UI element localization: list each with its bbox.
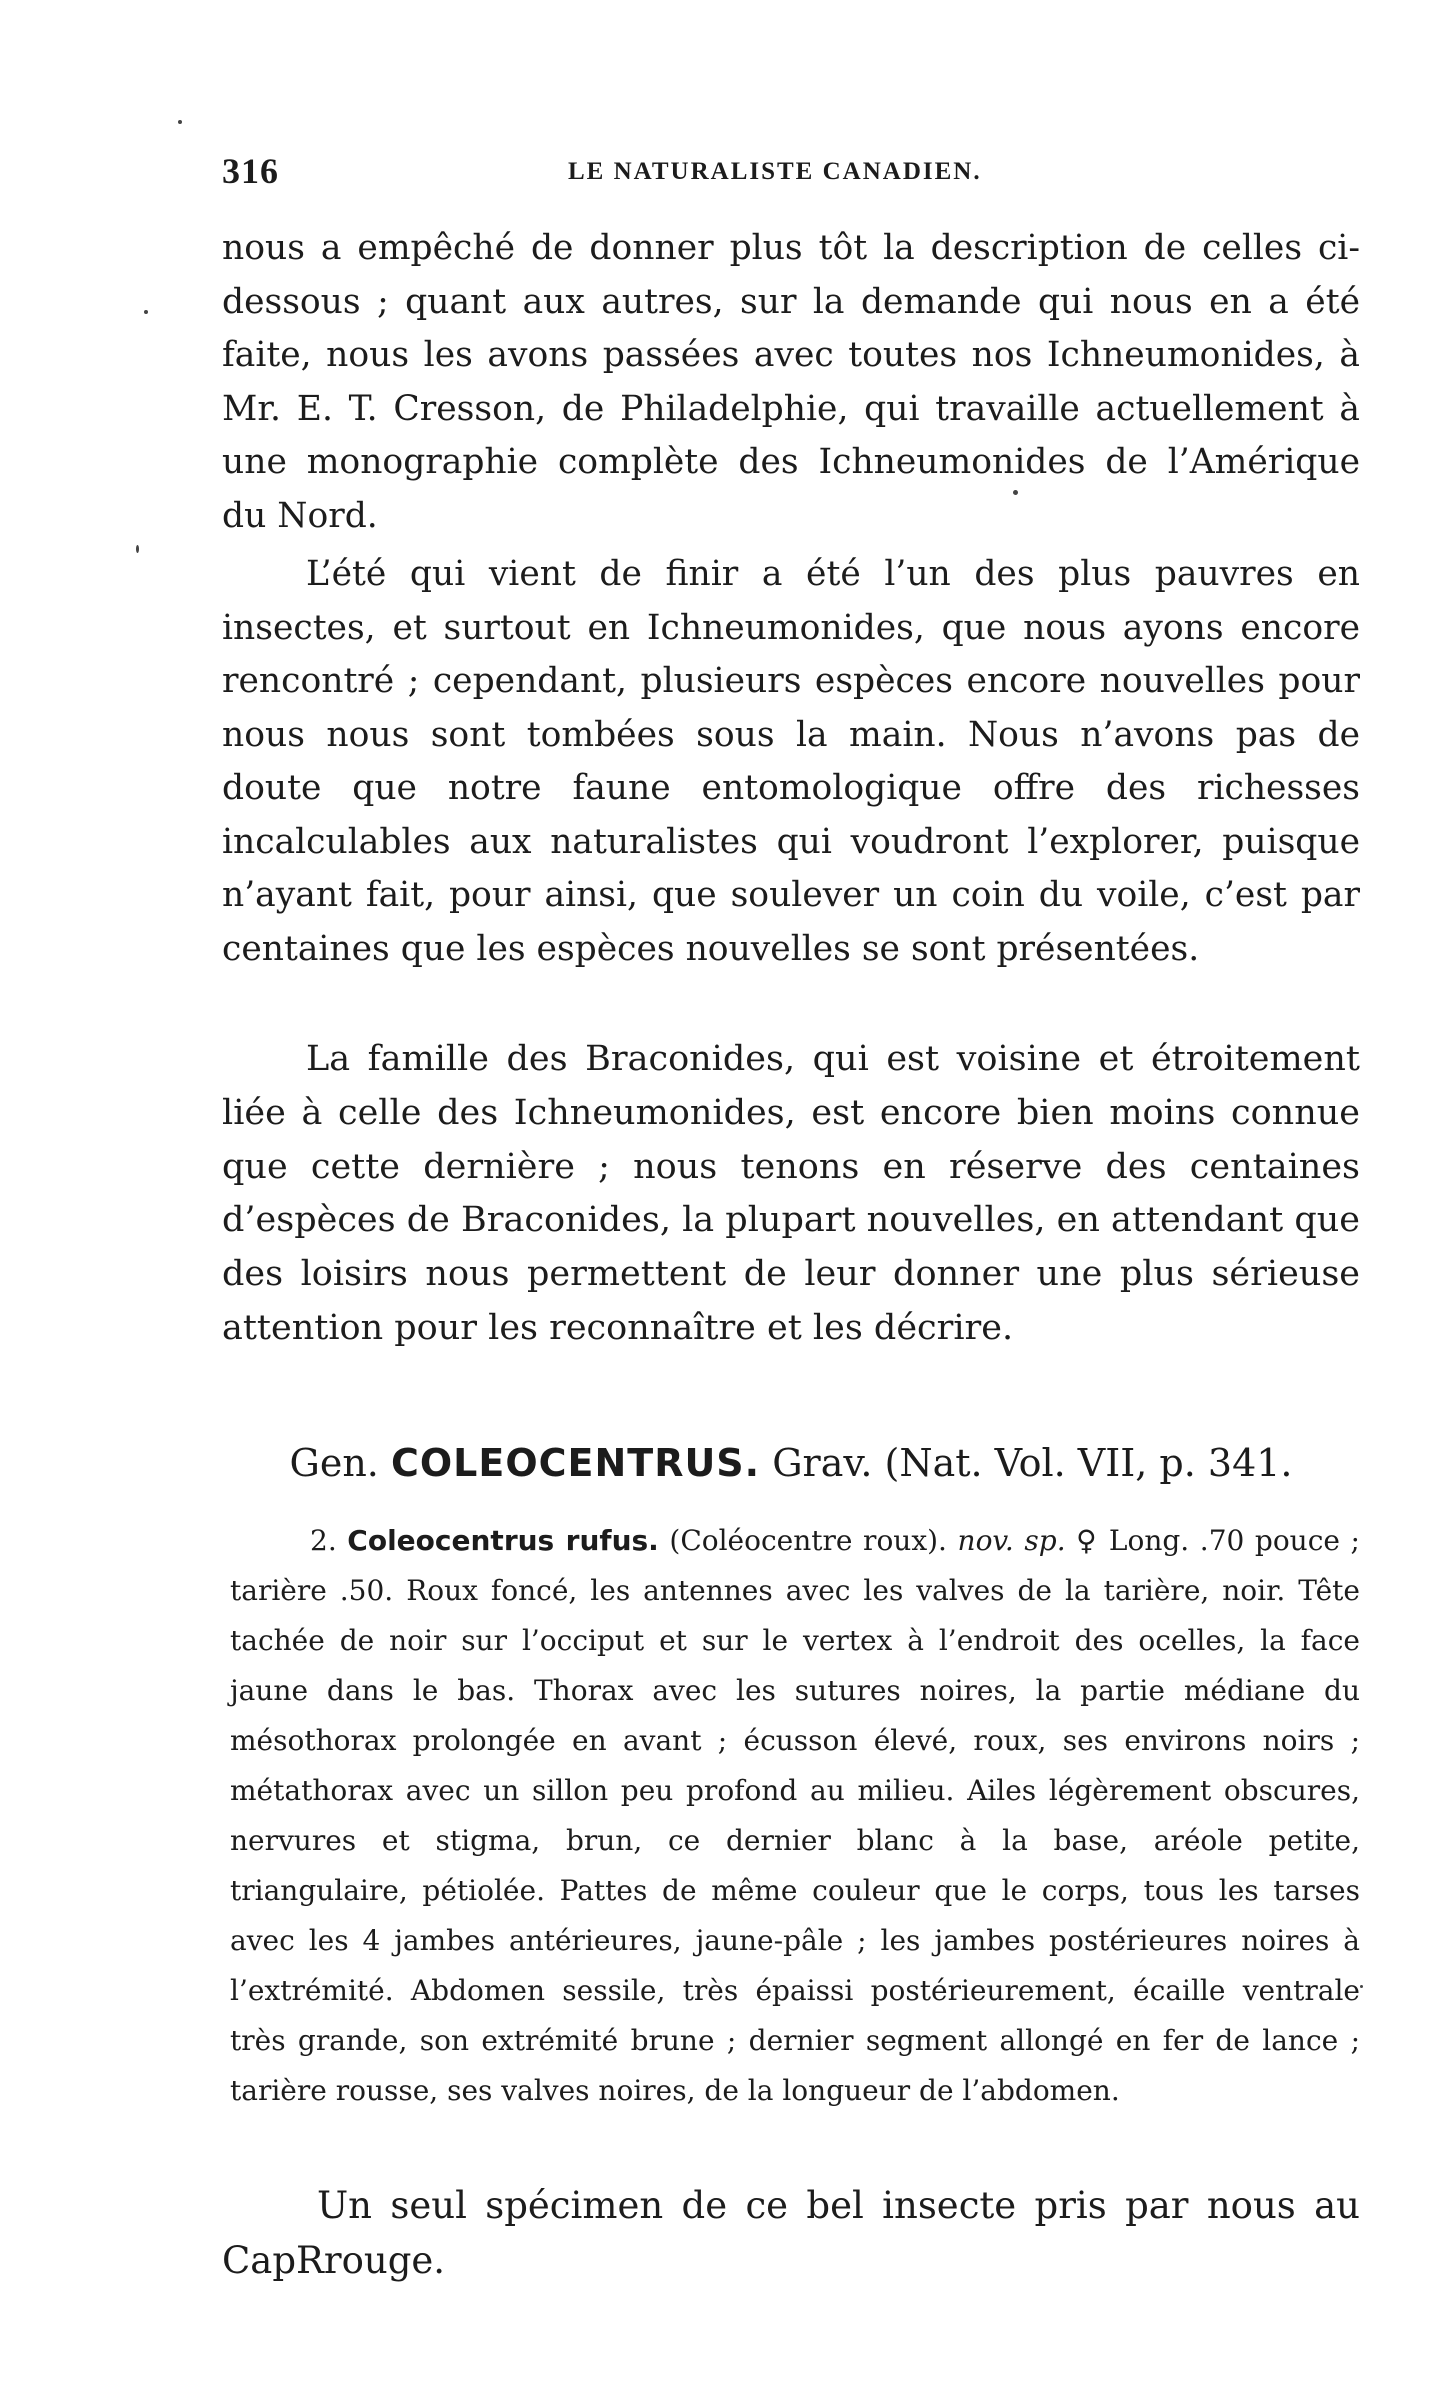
print-speck: [144, 310, 148, 314]
print-speck: [178, 120, 182, 124]
species-common-name: (Coléocentre roux).: [658, 1524, 958, 1557]
species-description: [230, 1516, 1360, 2116]
species-description-text: Roux foncé, les antennes avec les valves de la tarière, noir. Tête tachée de noir sur l’occiput et sur le vertex à l’endroit des ocelles, la face jaune dans le bas. Thorax avec les sutures noires, la partie médiane du mésothorax prolongée en avant ; écusson élevé, roux, ses environs noirs ; métathorax avec un sillon peu profond au milieu. Ailes légèrement obscures, nervures et stigma, brun, ce dernier blanc à la base, aréole petite, triangulaire, pétiolée. Pattes de même couleur que le corps, tous les tarses avec les 4 jambes antérieures, jaune-pâle ; les jambes postérieures noires à l’extrémité. Abdomen sessile, très épaissi postérieurement, écaille ventrale très grande, son extrémité brune ; dernier segment allongé en fer de lance ; tarière rousse, ses valves noires, de la longueur de l’abdomen.: [230, 1574, 1360, 2107]
running-head: [222, 150, 1352, 198]
journal-title: LE NATURALISTE CANADIEN.: [568, 158, 982, 185]
species-status: nov. sp.: [957, 1524, 1066, 1557]
species-number: 2.: [310, 1524, 348, 1557]
closing-note: Un seul spécimen de ce bel insecte pris par nous au CapRrouge.: [222, 2184, 1360, 2282]
genus-name: COLEOCENTRUS.: [390, 1441, 761, 1485]
print-speck: [1013, 490, 1018, 495]
species-name: Coleocentrus rufus.: [347, 1524, 659, 1557]
print-speck: [136, 545, 139, 553]
species-sex-length: ♀ Long. .70 pouce ; tarière .50.: [230, 1524, 1360, 1607]
paragraph-summer-insects: L’été qui vient de finir a été l’un des plus pauvres en insectes, et surtout en Ichneumonides, que nous ayons encore rencontré ; cependant, plusieurs espèces encore nouvelles pour nous nous sont tombées sous la main. Nous n’avons pas de doute que notre faune entomologique offre des richesses incalculables aux naturalistes qui voudront l’explorer, puisque n’ayant fait, pour ainsi, que soulever un coin du voile, c’est par centaines que les espèces nouvelles se sont présentées.: [222, 554, 1360, 969]
genus-prefix: Gen.: [289, 1441, 391, 1485]
page-number: 316: [222, 151, 279, 191]
genus-heading: [222, 1432, 1360, 1494]
paragraph-braconides: La famille des Braconides, qui est voisine et étroitement liée à celle des Ichneumonides, est encore bien moins connue que cette dernière ; nous tenons en réserve des centaines d’espèces de Braconides, la plupart nouvelles, en attendant que des loisirs nous permettent de leur donner une plus sérieuse attention pour les reconnaître et les décrire.: [222, 1039, 1360, 1348]
paragraph-continuation: nous a empêché de donner plus tôt la description de celles ci-dessous ; quant aux autres, sur la demande qui nous en a été faite, nous les avons passées avec toutes nos Ichneumonides, à Mr. E. T. Cresson, de Philadelphie, qui travaille actuellement à une monographie complète des Ichneumonides de l’Amérique du Nord.: [222, 228, 1360, 536]
genus-reference: Grav. (Nat. Vol. VII, p. 341.: [760, 1441, 1293, 1485]
print-speck: [1360, 1985, 1363, 1988]
